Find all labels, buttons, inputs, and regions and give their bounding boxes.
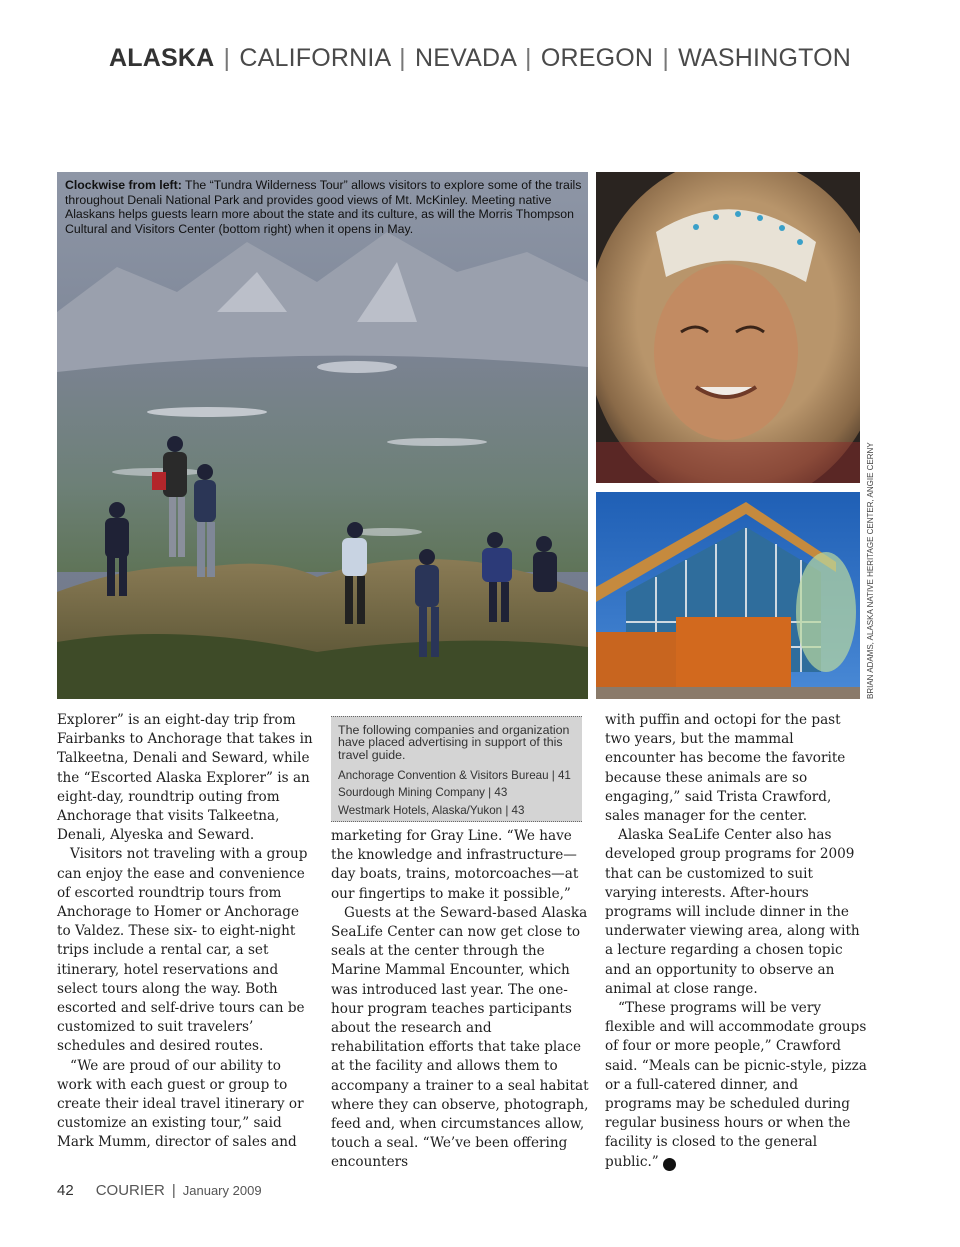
paragraph: Visitors not traveling with a group can enjoy the ease and convenience of escorted roundtrip tours from Anchorage to Homer or Anchorage to Valdez. These six- to eight-night trips include a rental car, a set itinerary, hotel reservations and select tours along the way. Both escorted and self-drive tours can be customized to suit travelers’ schedules and desired routes. [57, 846, 308, 1055]
publication-name: COURIER [95, 1182, 165, 1199]
article-column-3 [605, 711, 867, 1172]
paragraph [605, 999, 867, 1172]
paragraph: Guests at the Seward-based Alaska SeaLife Center can now get close to seals at the center through the Marine Mammal Encounter, which was introduced last year. The one-hour program teaches participants about the research and rehabilitation efforts that take place at the facility and allows them to accompany a trainer to a seal habitat where they can observe, photograph, feed and, when circumstances allow, touch a seal. “We’ve been offering encounters [331, 904, 589, 1171]
end-mark-icon: C [663, 1158, 676, 1171]
section-nevada: NEVADA [415, 44, 516, 72]
header-separator: | [399, 44, 406, 72]
section-alaska: ALASKA [108, 44, 215, 72]
header-separator: | [223, 44, 231, 72]
advertiser-intro: The following companies and organization have placed advertising in support of this travel guide. [338, 723, 570, 762]
article-column-1 [57, 711, 315, 1153]
hikers-tundra-photo [57, 172, 588, 699]
advertiser-box [331, 716, 582, 822]
native-woman-photo [596, 172, 860, 483]
paragraph: Alaska SeaLife Center also has developed group programs for 2009 that can be customized to suit varying interests. After-hours programs will include dinner in the underwater viewing area, along with a lecture regarding a chosen topic and an opportunity to observe an animal at close range. [605, 827, 860, 997]
paragraph-text: “These programs will be very flexible and will accommodate groups of four or more people,” Crawford said. “Meals can be picnic-style, pizza or a full-catered dinner, and programs may be scheduled during regular business hours or when the facility is closed to the general public.” [605, 1000, 867, 1170]
paragraph: “We are proud of our ability to work with each guest or group to create their ideal travel itinerary or customize an existing tour,” said Mark Mumm, director of sales and [57, 1057, 304, 1151]
caption-text: The “Tundra Wilderness Tour” allows visitors to explore some of the trails throughout Denali National Park and provides good views of Mt. McKinley. Meeting native Alaskans helps guests learn more about the state and its culture, as will the Morris Thompson Cultural and Visitors Center (bottom right) when it opens in May. [65, 178, 582, 236]
advertiser-item: Anchorage Convention & Visitors Bureau | 41 [338, 769, 571, 783]
caption-lead: Clockwise from left: [65, 178, 182, 192]
article-column-2 [331, 827, 589, 1173]
photo-caption [65, 178, 583, 236]
section-california: CALIFORNIA [239, 44, 391, 72]
visitors-center-photo [596, 492, 860, 699]
section-header [0, 44, 960, 73]
header-separator: | [662, 44, 670, 72]
paragraph: marketing for Gray Line. “We have the knowledge and infrastructure—day boats, trains, motorcoaches—at our fingertips to make it possible,” [331, 828, 579, 902]
advertiser-item: Westmark Hotels, Alaska/Yukon | 43 [338, 803, 525, 817]
section-washington: WASHINGTON [678, 44, 852, 72]
advertiser-item: Sourdough Mining Company | 43 [338, 786, 508, 800]
photo-credit: BRIAN ADAMS, ALASKA NATIVE HERITAGE CENTER, ANGIE CERNY [866, 442, 875, 699]
paragraph: with puffin and octopi for the past two years, but the mammal encounter has become the favorite because these animals are so engaging,” said Trista Crawford, sales manager for the center. [605, 712, 846, 825]
paragraph: Explorer” is an eight-day trip from Fairbanks to Anchorage that takes in Talkeetna, Denali and Seward, while the “Escorted Alaska Explorer” is an eight-day, roundtrip outing from Anchorage that visits Talkeetna, Denali, Alyeska and Seward. [57, 712, 313, 844]
header-separator: | [524, 44, 532, 72]
issue-date: January 2009 [182, 1183, 262, 1198]
page-number: 42 [57, 1182, 74, 1199]
section-oregon: OREGON [540, 44, 654, 72]
page-footer [57, 1182, 262, 1200]
footer-separator: | [171, 1182, 176, 1199]
